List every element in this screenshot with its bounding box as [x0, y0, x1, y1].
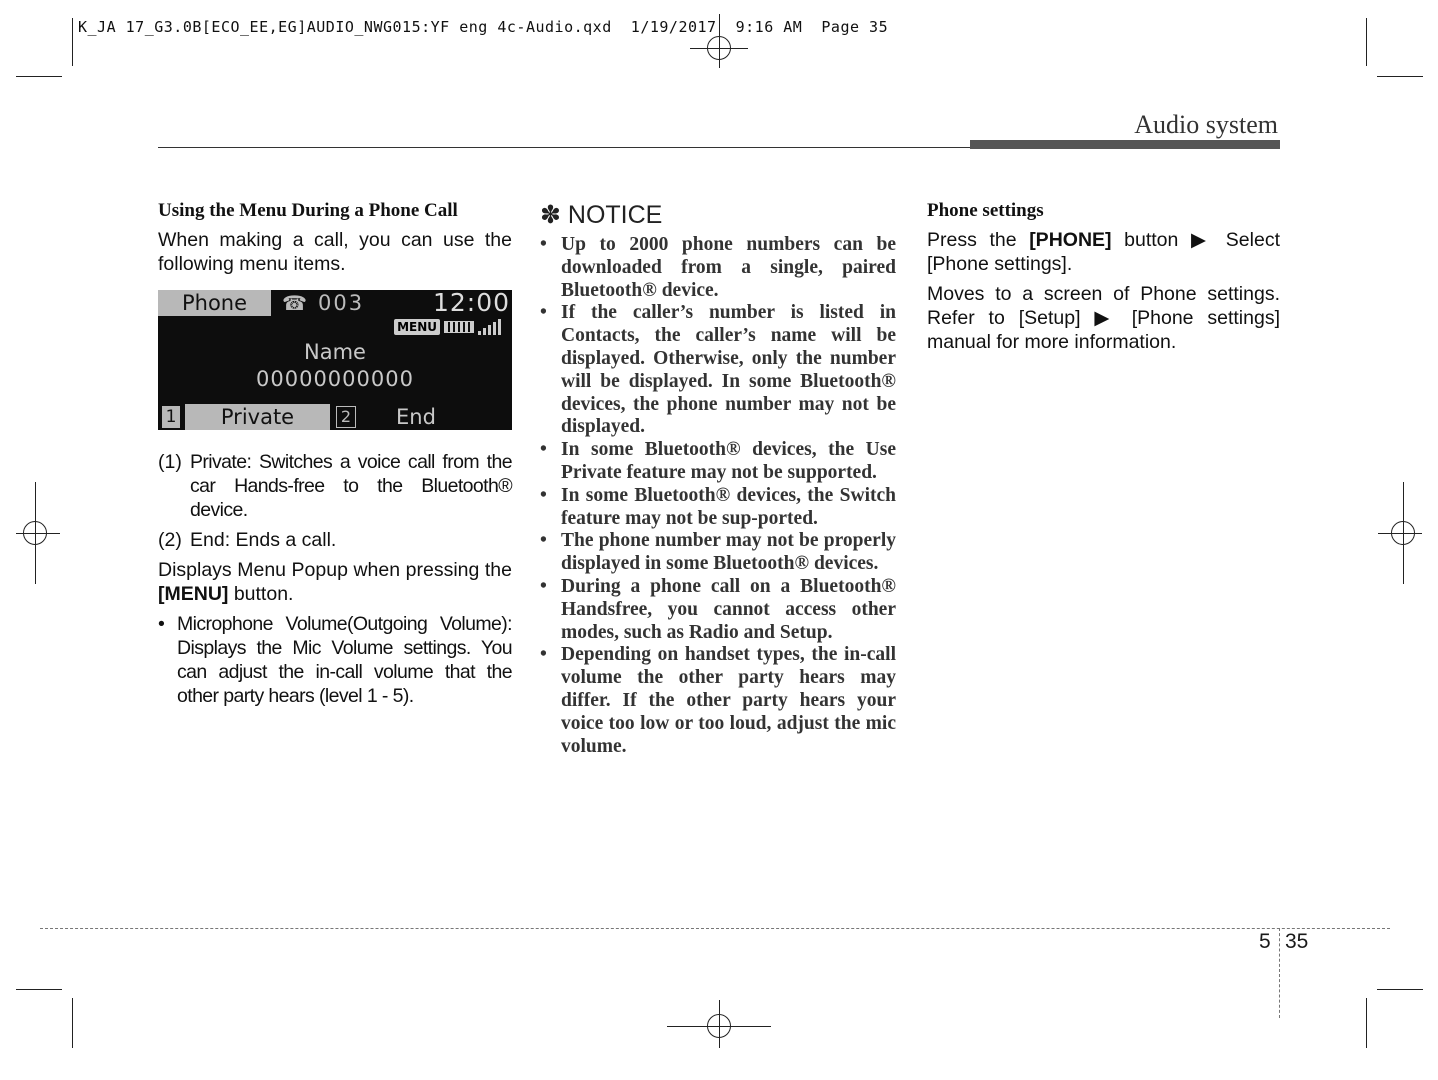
- list-item: [158, 612, 512, 708]
- item-text: In some Bluetooth® devices, the Use Private feature may not be supported.: [561, 439, 896, 483]
- crop-mark: [72, 998, 73, 1048]
- display-top-bar: [158, 290, 512, 316]
- registration-mark-icon: [16, 533, 60, 534]
- list-item: [540, 439, 896, 485]
- item-text: Microphone Volume(Outgoing Volume): Displays the Mic Volume settings. You can adjust the in-call volume that the other party hears (level 1 - 5).: [177, 613, 512, 707]
- display-caller-name: Name: [304, 340, 366, 364]
- display-caller-number: 00000000000: [256, 367, 414, 391]
- page-number-divider: [1279, 928, 1280, 1018]
- item-number: (2): [158, 529, 182, 551]
- list-item: [540, 530, 896, 576]
- crop-mark: [1377, 76, 1423, 77]
- end-softkey: End: [396, 405, 436, 429]
- item-text: Private: Switches a voice call from the car Hands-free to the Bluetooth® device.: [190, 451, 512, 521]
- bullet-icon: •: [540, 644, 547, 666]
- item-text: Up to 2000 phone numbers can be downloaded from a single, paired Bluetooth® device.: [561, 234, 896, 301]
- asterisk-icon: ✽: [540, 201, 561, 229]
- registration-mark-icon: [690, 48, 748, 49]
- item-text: The phone number may not be properly displayed in some Bluetooth® devices.: [561, 530, 896, 575]
- bullet-icon: •: [540, 302, 547, 324]
- column-right: [927, 200, 1280, 360]
- battery-icon: [444, 321, 474, 333]
- crop-mark: [16, 989, 62, 990]
- display-time: 12:00: [432, 288, 510, 317]
- crop-mark: [1366, 998, 1367, 1048]
- item-text: Depending on handset types, the in-call volume the other party hears may differ. If the other party hears your voice too low or too loud, adjust the mic volume.: [561, 644, 896, 757]
- popup-text: button.: [228, 583, 294, 605]
- list-item: [540, 485, 896, 531]
- subheading: Using the Menu During a Phone Call: [158, 200, 458, 221]
- item-text: In some Bluetooth® devices, the Switch feature may not be sup-ported.: [561, 484, 896, 529]
- notice-title: [540, 200, 896, 230]
- menu-button-ref: [MENU]: [158, 583, 229, 605]
- section-title: Audio system: [1134, 110, 1278, 139]
- registration-mark-icon: [1378, 533, 1422, 534]
- phone-settings-description: Moves to a screen of Phone settings. Refer to [Setup] ▶ [Phone settings] manual for more information.: [927, 283, 1280, 353]
- notice-box: [540, 200, 896, 758]
- column-left: [158, 200, 512, 714]
- header-bar: [970, 140, 1280, 149]
- list-item: [158, 528, 512, 552]
- crop-mark: [72, 18, 73, 66]
- display-softkey-bar: [158, 404, 512, 430]
- display-status-bar: [394, 318, 508, 336]
- page-number: 35: [1285, 930, 1309, 953]
- display-call-count: 003: [318, 291, 365, 315]
- list-item: [540, 576, 896, 644]
- bullet-icon: •: [540, 484, 547, 506]
- intro-paragraph: When making a call, you can use the following menu items.: [158, 229, 512, 275]
- phone-button-ref: [PHONE]: [1029, 229, 1112, 251]
- footer-rule: [40, 928, 1390, 929]
- private-softkey: Private: [185, 404, 330, 430]
- list-item: [540, 644, 896, 758]
- menu-badge: MENU: [394, 319, 440, 335]
- notice-title-text: NOTICE: [567, 201, 663, 229]
- chapter-number: 5: [1259, 930, 1271, 953]
- bullet-icon: •: [158, 613, 165, 635]
- item-text: If the caller’s number is listed in Contacts, the caller’s name will be displayed. Otherwise, only the number will be displayed. In some Bluetooth® devices, the phone number may not be displayed.: [561, 302, 896, 438]
- bullet-icon: •: [540, 530, 547, 552]
- menu-popup-paragraph: [158, 558, 512, 606]
- phone-settings-step: [927, 228, 1280, 276]
- registration-mark-icon: [719, 1000, 720, 1048]
- print-slug: K_JA 17_G3.0B[ECO_EE,EG]AUDIO_NWG015:YF eng 4c-Audio.qxd 1/19/2017 9:16 AM Page 35: [78, 18, 889, 36]
- bullet-icon: •: [540, 575, 547, 597]
- item-text: During a phone call on a Bluetooth® Handsfree, you cannot access other modes, such as Radio and Setup.: [561, 575, 896, 643]
- list-item: [540, 234, 896, 302]
- signal-icon: [478, 319, 508, 335]
- registration-mark-icon: [667, 1026, 771, 1027]
- subheading: Phone settings: [927, 200, 1044, 221]
- step-text: button ▶ Select [Phone settings].: [927, 229, 1280, 275]
- item-number: (1): [158, 451, 182, 473]
- softkey-number-2: 2: [336, 406, 356, 428]
- phone-handset-icon: ☎: [282, 291, 307, 315]
- list-item: [540, 302, 896, 439]
- crop-mark: [1377, 989, 1423, 990]
- softkey-number-1: 1: [162, 406, 180, 428]
- popup-text: Displays Menu Popup when pressing the: [158, 559, 512, 581]
- bullet-icon: •: [540, 439, 547, 461]
- notice-list: [540, 234, 896, 758]
- list-item: [158, 450, 512, 522]
- step-text: Press the: [927, 229, 1030, 251]
- crop-mark: [16, 76, 62, 77]
- crop-mark: [1366, 18, 1367, 66]
- display-phone-label: Phone: [158, 290, 271, 316]
- bullet-icon: •: [540, 234, 547, 255]
- phone-call-display: [158, 290, 512, 430]
- item-text: End: Ends a call.: [190, 529, 337, 551]
